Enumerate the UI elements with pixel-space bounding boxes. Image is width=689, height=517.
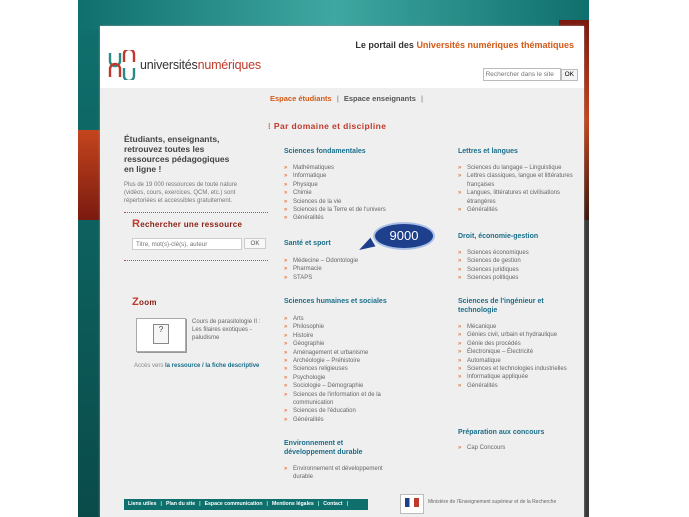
discipline-link[interactable]: » Généralités [458, 382, 576, 390]
discipline-link[interactable]: » Génies civil, urbain et hydraulique [458, 331, 576, 339]
discipline-link[interactable]: » Informatique [284, 172, 434, 180]
discipline-link[interactable]: » Généralités [458, 206, 576, 214]
zoom-thumbnail[interactable] [136, 318, 186, 352]
discipline-link[interactable]: » Sociologie – Démographie [284, 382, 414, 390]
discipline-link[interactable]: » Sciences de la Terre et de l'univers [284, 206, 434, 214]
discipline-link[interactable]: » Sciences de la vie [284, 198, 434, 206]
main-title-text: Par domaine et discipline [273, 121, 387, 131]
main-nav [270, 94, 428, 103]
footer-separator: | [160, 501, 162, 507]
search-title-cap: R [132, 218, 141, 230]
category-lettres [458, 147, 576, 214]
zoom-title [132, 296, 157, 308]
intro-text: Plus de 19 000 ressources de toute nature (vidéos, cours, exercices, QCM, etc.) sont répertoriées et accessibles gratuitement. [124, 182, 238, 204]
footer-separator: | [199, 501, 201, 507]
document-icon: ? [153, 324, 169, 344]
discipline-link[interactable]: » Aménagement et urbanisme [284, 349, 414, 357]
footer-link[interactable]: Plan du site [166, 501, 196, 507]
discipline-link[interactable]: » Arts [284, 315, 414, 323]
nav-teachers[interactable]: Espace enseignants [343, 94, 416, 103]
discipline-link[interactable]: » Médecine – Odontologie [284, 257, 434, 265]
zoom-access-link[interactable]: la ressource / la fiche descriptive [165, 363, 260, 369]
footer-link[interactable]: Liens utiles [128, 501, 157, 507]
category-title[interactable]: Sciences de l'ingénieur et technologie [458, 298, 544, 314]
search-title-rest: echercher une ressource [140, 220, 243, 229]
discipline-link[interactable]: » STAPS [284, 274, 434, 282]
discipline-link[interactable]: » Sciences religieuses [284, 365, 414, 373]
nav-separator: | [336, 94, 339, 103]
footer-link[interactable]: Espace communication [204, 501, 263, 507]
intro-title: Étudiants, enseignants, retrouvez toutes les ressources pédagogiques en ligne ! [124, 134, 230, 174]
footer-link[interactable]: Contact [323, 501, 343, 507]
header [100, 26, 584, 88]
discipline-link[interactable]: » Sciences de l'éducation [284, 407, 414, 415]
zoom-title-rest: oom [139, 298, 157, 307]
discipline-link[interactable]: » Sciences juridiques [458, 266, 576, 274]
logo-suffix: numériques [197, 58, 261, 72]
category-fondamentales [284, 147, 434, 223]
discipline-link[interactable]: » Langues, littératures et civilisations étrangères [458, 189, 576, 206]
discipline-link[interactable]: » Histoire [284, 332, 414, 340]
zoom-access-prefix: Accès vers [134, 363, 166, 369]
discipline-link[interactable]: » Archéologie – Préhistoire [284, 357, 414, 365]
background-right [589, 0, 689, 517]
main-title-bar: ⁝ [268, 121, 272, 131]
zoom-access [134, 363, 259, 369]
tagline [355, 40, 574, 50]
site-search-button[interactable]: OK [561, 69, 578, 81]
discipline-link[interactable]: » Chimie [284, 189, 434, 197]
background-left [0, 0, 78, 517]
discipline-link[interactable]: » Généralités [284, 416, 414, 424]
search-section [132, 218, 266, 250]
category-concours [458, 428, 576, 452]
category-title[interactable]: Droit, économie-gestion [458, 233, 539, 240]
category-title[interactable]: Environnement et développement durable [284, 440, 363, 456]
category-ingenieur [458, 297, 576, 390]
discipline-link[interactable]: » Mécanique [458, 323, 576, 331]
discipline-link[interactable]: » Informatique appliquée [458, 373, 576, 381]
ministry-text: Ministère de l'Enseignement supérieur et de la Recherche [428, 499, 557, 505]
discipline-link[interactable]: » Généralités [284, 214, 434, 222]
footer-link[interactable]: Mentions légales [271, 501, 314, 507]
zoom-caption[interactable]: Cours de parasitologie II : Les filaires exotiques - paludisme [192, 319, 261, 341]
site-search [483, 68, 578, 81]
footer-separator: | [266, 501, 268, 507]
discipline-link[interactable]: » Sciences de l'information et de la communication [284, 391, 414, 408]
divider [124, 212, 268, 213]
discipline-link[interactable]: » Automatique [458, 357, 576, 365]
category-title[interactable]: Préparation aux concours [458, 429, 545, 436]
nav-students[interactable]: Espace étudiants [270, 94, 332, 103]
zoom-title-cap: Z [132, 296, 140, 308]
discipline-link[interactable]: » Sciences et technologies industrielles [458, 365, 576, 373]
discipline-link[interactable]: » Mathématiques [284, 164, 434, 172]
page [100, 26, 584, 517]
discipline-link[interactable]: » Cap Concours [458, 444, 576, 452]
category-title[interactable]: Santé et sport [284, 240, 331, 247]
divider [124, 260, 268, 261]
footer [124, 499, 368, 510]
category-title[interactable]: Lettres et langues [458, 148, 518, 155]
discipline-link[interactable]: » Psychologie [284, 374, 414, 382]
category-humaines [284, 297, 414, 424]
tagline-accent: Universités numériques thématiques [416, 40, 574, 50]
discipline-link[interactable]: » Philosophie [284, 323, 414, 331]
footer-separator: | [317, 501, 320, 507]
discipline-link[interactable]: » Sciences politiques [458, 274, 576, 282]
resource-search-button[interactable]: OK [244, 238, 266, 249]
nav-separator: | [420, 94, 424, 103]
search-section-title [132, 218, 266, 230]
discipline-link[interactable]: » Électronique – Électricité [458, 348, 576, 356]
discipline-link[interactable]: » Lettres classiques, langue et littératures françaises [458, 172, 576, 189]
footer-separator: | [346, 501, 349, 507]
resource-search-input[interactable] [132, 238, 242, 250]
left-column [124, 134, 268, 494]
main-title [268, 121, 386, 132]
discipline-link[interactable]: » Pharmacie [284, 265, 434, 273]
resource-search [132, 238, 266, 250]
french-flag-icon [405, 498, 419, 507]
annotation-bubble: 9000 [373, 222, 435, 250]
logo-prefix: universités [140, 58, 198, 72]
logo-text[interactable] [140, 58, 261, 72]
site-search-input[interactable] [483, 68, 561, 81]
discipline-link[interactable]: » Sciences du langage – Linguistique [458, 164, 576, 172]
discipline-link[interactable]: » Génie des procédés [458, 340, 576, 348]
discipline-link[interactable]: » Physique [284, 181, 434, 189]
category-droit [458, 232, 576, 283]
discipline-link[interactable]: » Environnement et développement durable [284, 465, 404, 482]
tagline-prefix: Le portail des [355, 40, 417, 50]
discipline-link[interactable]: » Sciences de gestion [458, 257, 576, 265]
category-environnement [284, 439, 404, 482]
discipline-link[interactable]: » Sciences économiques [458, 249, 576, 257]
category-title[interactable]: Sciences humaines et sociales [284, 298, 387, 305]
discipline-link[interactable]: » Géographie [284, 340, 414, 348]
logo-icon [108, 50, 136, 80]
category-title[interactable]: Sciences fondamentales [284, 148, 366, 155]
ministry-logo[interactable] [400, 494, 424, 514]
